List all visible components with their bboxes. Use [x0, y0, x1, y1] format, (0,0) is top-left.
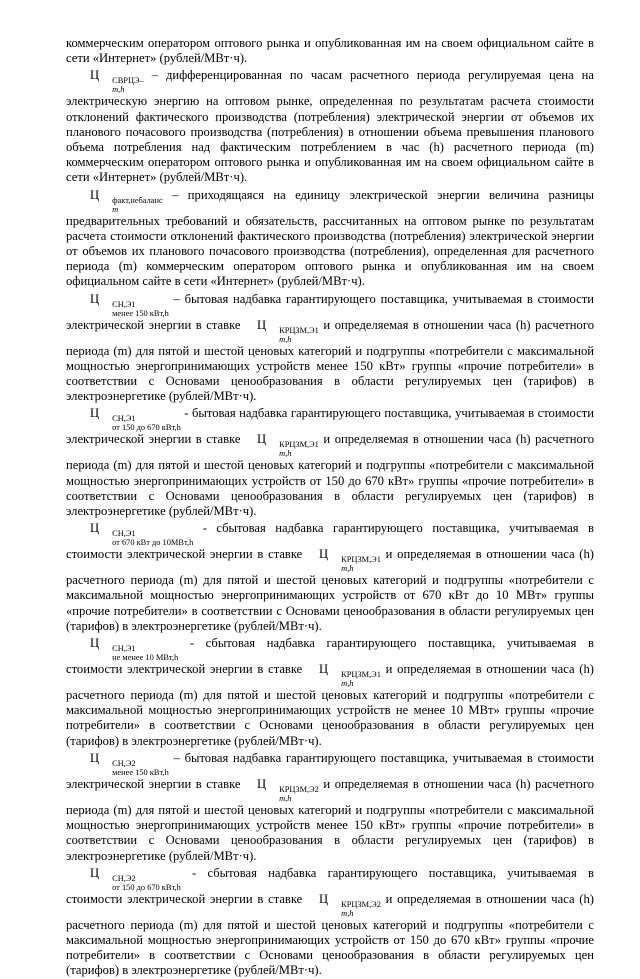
- inline-formula-symbol: Ц КРЦЗМ,Э2 m,h: [257, 776, 319, 803]
- paragraph-definition-sn-e1-under-150: [66, 292, 594, 405]
- paragraph-definition-sn-e1-150-670: [66, 406, 594, 519]
- paragraph-intro: [66, 36, 594, 66]
- paragraph-text: и определяемая в отношении часа (h) расчетного периода (m) для пятой и шестой ценовых категорий и подгруппы «потребители с максимальной мощностью энергопринимающих устройств менее 150 кВт» группы «прочие потребители» в соответствии с Основами ценообразования в области регулируемых цен (тарифов) в электроэнергетике (рублей/МВт·ч).: [66, 776, 594, 863]
- inline-formula-symbol: Ц КРЦЗМ,Э2 m,h: [319, 891, 381, 918]
- formula-symbol: Ц СН,Э1 от 150 до 670 кВт,h: [90, 406, 181, 433]
- inline-formula-symbol: Ц КРЦЗМ,Э1 m,h: [319, 547, 381, 574]
- paragraph-text: – бытовая надбавка гарантирующего поставщика, учитываемая в стоимости электрической энергии в ставке: [66, 750, 594, 791]
- paragraph-definition-sn-e2-under-150: [66, 751, 594, 864]
- formula-symbol: Ц факт,небаланс m: [90, 187, 163, 214]
- paragraph-text: - сбытовая надбавка гарантирующего поставщика, учитываемая в стоимости электрической энергии в ставке: [66, 865, 594, 906]
- formula-symbol: Ц СН,Э2 от 150 до 670 кВт,h: [90, 865, 181, 892]
- formula-symbol: Ц СН,Э2 менее 150 кВт,h: [90, 750, 169, 777]
- paragraph-definition-sn-e1-over-10mw: [66, 636, 594, 749]
- paragraph-definition-svrce: [66, 68, 594, 185]
- paragraph-text: – приходящаяся на единицу электрической энергии величина разницы предварительных требований и обязательств, рассчитанных на оптовом рынке по результатам расчета стоимости отклонений фактического производства (потребления) электрической энергии от объемов их планового почасового производства (потребления), определенная для расчетного периода (m) коммерческим оператором оптового рынка и опубликованная им на своем официальном сайте в сети «Интернет» (рублей/МВт·ч).: [66, 187, 594, 289]
- paragraph-text: и определяемая в отношении часа (h) расчетного периода (m) для пятой и шестой ценовых категорий и подгруппы «потребители с максимальной мощностью энергопринимающих устройств от 670 кВт до 10 МВт» группы «прочие потребители» в соответствии с Основами ценообразования в области регулируемых цен (тарифов) в электроэнергетике (рублей/МВт·ч).: [66, 547, 594, 633]
- inline-formula-symbol: Ц КРЦЗМ,Э1 m,h: [257, 317, 319, 344]
- formula-symbol: Ц СН,Э1 менее 150 кВт,h: [90, 291, 169, 318]
- paragraph-text: - сбытовая надбавка гарантирующего поставщика, учитываемая в стоимости электрической энергии в ставке: [66, 636, 594, 677]
- paragraph-text: - бытовая надбавка гарантирующего поставщика, учитываемая в стоимости электрической энергии в ставке: [66, 406, 594, 447]
- paragraph-text: и определяемая в отношении часа (h) расчетного периода (m) для пятой и шестой ценовых категорий и подгруппы «потребители с максимальной мощностью энергопринимающих устройств менее 150 кВт» группы «прочие потребители» в соответствии с Основами ценообразования в области регулируемых цен (тарифов) в электроэнергетике (рублей/МВт·ч).: [66, 317, 594, 404]
- paragraph-definition-fakt-nebalans: [66, 188, 594, 290]
- formula-symbol: Ц СВРЦЭ– m,h: [90, 68, 144, 95]
- paragraph-text: – дифференцированная по часам расчетного периода регулируемая цена на электрическую энергию на оптовом рынке, определенная по результатам расчета стоимости отклонений фактического производства (потребления) электрической энергии от объемов их планового почасового производства (потребления) в отношении объема превышения планового объема потребления над фактическим потреблением в час (h) расчетного периода (m) коммерческим оператором оптового рынка и опубликованная им на своем официальном сайте в сети «Интернет» (рублей/МВт·ч).: [66, 68, 594, 185]
- paragraph-text: - сбытовая надбавка гарантирующего поставщика, учитываемая в стоимости электрической энергии в ставке: [66, 521, 594, 562]
- paragraph-text: – бытовая надбавка гарантирующего поставщика, учитываемая в стоимости электрической энергии в ставке: [66, 291, 594, 332]
- paragraph-definition-sn-e1-670-10mw: [66, 521, 594, 634]
- paragraph-definition-sn-e2-150-670: [66, 866, 594, 979]
- formula-symbol: Ц СН,Э1 от 670 кВт до 10МВт,h: [90, 521, 194, 548]
- paragraph-text: и определяемая в отношении часа (h) расчетного периода (m) для пятой и шестой ценовых категорий и подгруппы «потребители с максимальной мощностью энергопринимающих устройств не менее 10 МВт» группы «прочие потребители» в соответствии с Основами ценообразования в области регулируемых цен (тарифов) в электроэнергетике (рублей/МВт·ч).: [66, 662, 594, 748]
- paragraph-text: и определяемая в отношении часа (h) расчетного периода (m) для пятой и шестой ценовых категорий и подгруппы «потребители с максимальной мощностью энергопринимающих устройств от 150 до 670 кВт» группы «прочие потребители» в соответствии с Основами ценообразования в области регулируемых цен (тарифов) в электроэнергетике (рублей/МВт·ч).: [66, 891, 594, 978]
- formula-symbol: Ц СН,Э1 не менее 10 МВт,h: [90, 636, 179, 663]
- inline-formula-symbol: Ц КРЦЗМ,Э1 m,h: [319, 662, 381, 689]
- inline-formula-symbol: Ц КРЦЗМ,Э1 m,h: [257, 432, 319, 459]
- paragraph-text: и определяемая в отношении часа (h) расчетного периода (m) для пятой и шестой ценовых категорий и подгруппы «потребители с максимальной мощностью энергопринимающих устройств от 150 до 670 кВт» группы «прочие потребители» в соответствии с Основами ценообразования в области регулируемых цен (тарифов) в электроэнергетике (рублей/МВт·ч).: [66, 432, 594, 519]
- paragraph-text: коммерческим оператором оптового рынка и опубликованная им на своем официальном сайте в сети «Интернет» (рублей/МВт·ч).: [66, 36, 594, 66]
